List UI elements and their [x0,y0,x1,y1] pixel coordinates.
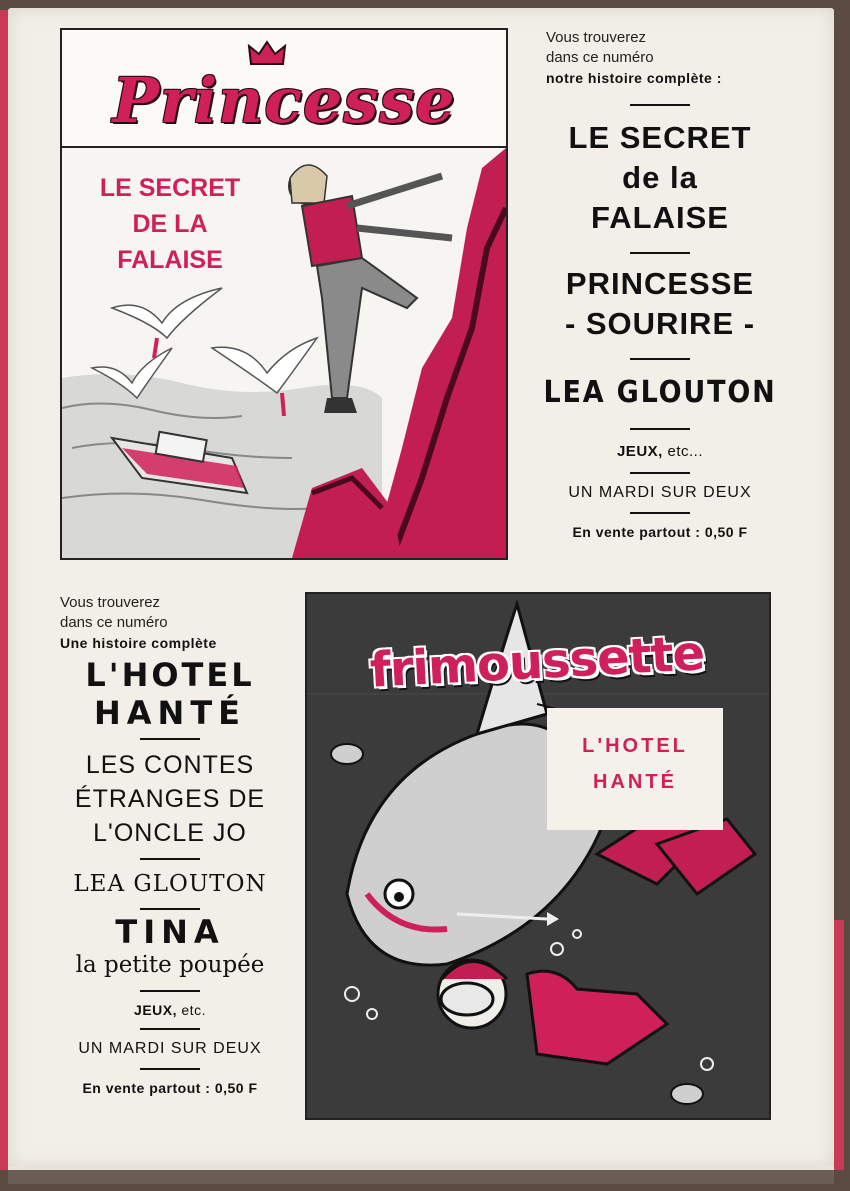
story-title: TINA [115,913,225,951]
princesse-masthead [62,30,506,148]
intro-bold: Une histoire complète [60,635,217,651]
intro-line: dans ce numéro [546,49,654,66]
story-title: HANTÉ [93,694,246,732]
divider [140,908,200,910]
divider [630,472,690,474]
divider [630,428,690,430]
princesse-cover-story [80,170,260,278]
princesse-cover-illustration [62,148,506,558]
extras-rest: etc... [662,443,704,460]
frimoussette-title: frimoussette [368,625,706,699]
divider [140,1028,200,1030]
divider [630,358,690,360]
story-title: LEA GLOUTON [73,871,267,897]
cover-story-line: L'HOTEL [582,735,688,757]
story-title: ÉTRANGES DE [74,785,266,813]
princesse-title: Princesse [112,64,456,137]
divider [140,990,200,992]
cover-story-line: DE LA [132,210,208,238]
intro-bold: notre histoire complète : [546,70,722,86]
intro-line: Vous trouverez [546,29,647,46]
sale-price: En vente partout : 0,50 F [82,1080,258,1096]
princesse-cover [60,28,508,560]
divider [140,1068,200,1070]
story-title: L'ONCLE JO [93,819,247,847]
story-title: LEA GLOUTON [543,375,777,410]
cover-story-line: LE SECRET [99,174,241,202]
story-title: LES CONTES [85,751,255,779]
cover-story-line: HANTÉ [593,771,677,793]
extras-bold: JEUX, [134,1002,177,1018]
story-title: L'HOTEL [85,656,255,694]
extras-rest: etc. [177,1002,206,1018]
page-bottom-fold [8,1166,834,1170]
frimoussette-cover [305,592,771,1120]
divider [630,252,690,254]
intro-line: Vous trouverez [60,594,161,611]
frimoussette-intro [60,593,280,653]
sale-price: En vente partout : 0,50 F [572,524,748,540]
frimoussette-cover-story [547,708,723,830]
divider [140,858,200,860]
frequency: UN MARDI SUR DEUX [78,1040,262,1057]
divider [630,104,690,106]
divider [140,738,200,740]
story-title: FALAISE [591,200,729,235]
story-title: - SOURIRE - [564,306,756,341]
intro-line: dans ce numéro [60,614,168,631]
story-title: LE SECRET [568,120,752,155]
extras [40,1000,300,1020]
frequency: UN MARDI SUR DEUX [568,484,752,501]
story-title: de la [622,160,698,195]
story-subtitle: la petite poupée [75,952,265,978]
divider [630,512,690,514]
cover-story-line: FALAISE [117,246,223,274]
extras-bold: JEUX, [616,443,663,460]
frimoussette-contents [40,656,300,1096]
princesse-intro [546,28,786,88]
princesse-contents [530,104,790,540]
extras [530,442,790,462]
story-title: PRINCESSE [565,266,755,301]
crown-icon [247,40,287,66]
